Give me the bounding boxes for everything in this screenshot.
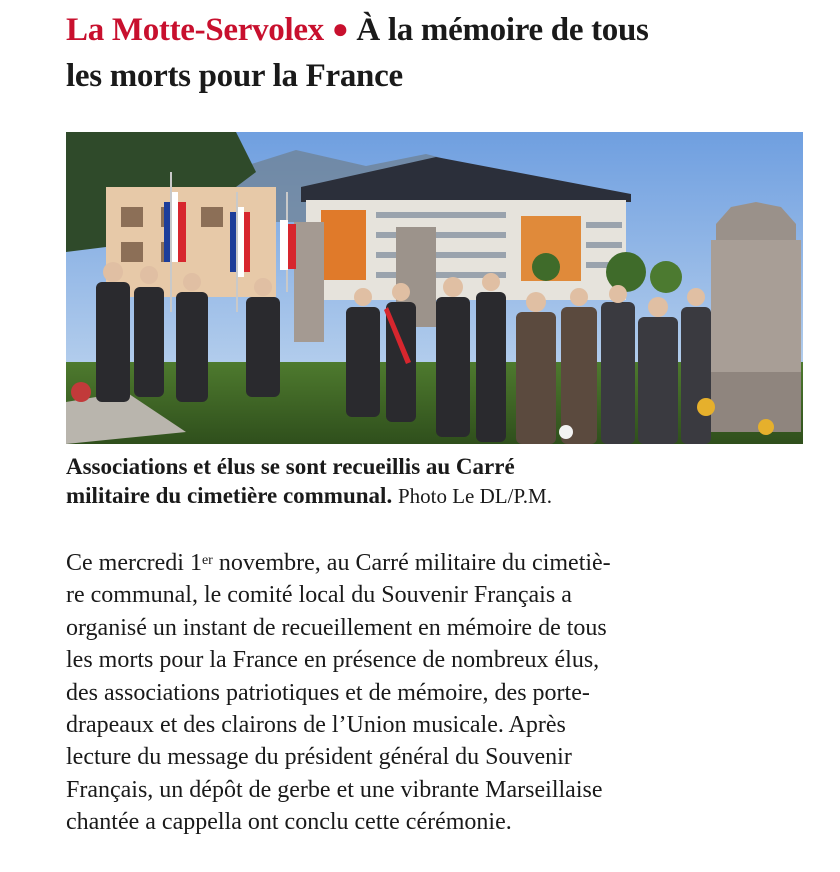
body-line1-end: novembre, au Carré militaire du cimetiè- [212,550,611,576]
article-photo [66,132,803,444]
body-line: organisé un instant de recueillement en mémoire de tous [66,614,607,641]
headline-kicker: La Motte-Servolex [66,12,324,48]
headline-title-line1: À la mémoire de tous [356,12,649,48]
headline-title-line2: les morts pour la France [66,58,403,94]
caption-line1: Associations et élus se sont recueillis au Carré [66,454,515,479]
body-line: Français, un dépôt de gerbe et une vibrante Marseillaise [66,776,603,803]
photo-illustration [66,132,803,444]
body-line: re communal, le comité local du Souvenir Français a [66,582,572,609]
headline [66,8,806,98]
photo-credit: Photo Le DL/P.M. [397,484,552,508]
body-line: des associations patriotiques et de mémoire, des porte- [66,679,590,706]
body-line: les morts pour la France en présence de nombreux élus, [66,647,600,674]
body-line: chantée a cappella ont conclu cette cérémonie. [66,809,512,836]
body-line [66,547,806,579]
photo-caption [66,452,806,511]
body-line1-start: Ce mercredi 1 [66,550,202,576]
ordinal-suffix: er [201,553,213,568]
caption-line2: militaire du cimetière communal. [66,483,393,508]
bullet-icon: ● [331,14,349,45]
body-line: drapeaux et des clairons de l’Union musicale. Après [66,712,566,739]
article-body [66,547,806,839]
body-line: lecture du message du président général du Souvenir [66,744,572,771]
